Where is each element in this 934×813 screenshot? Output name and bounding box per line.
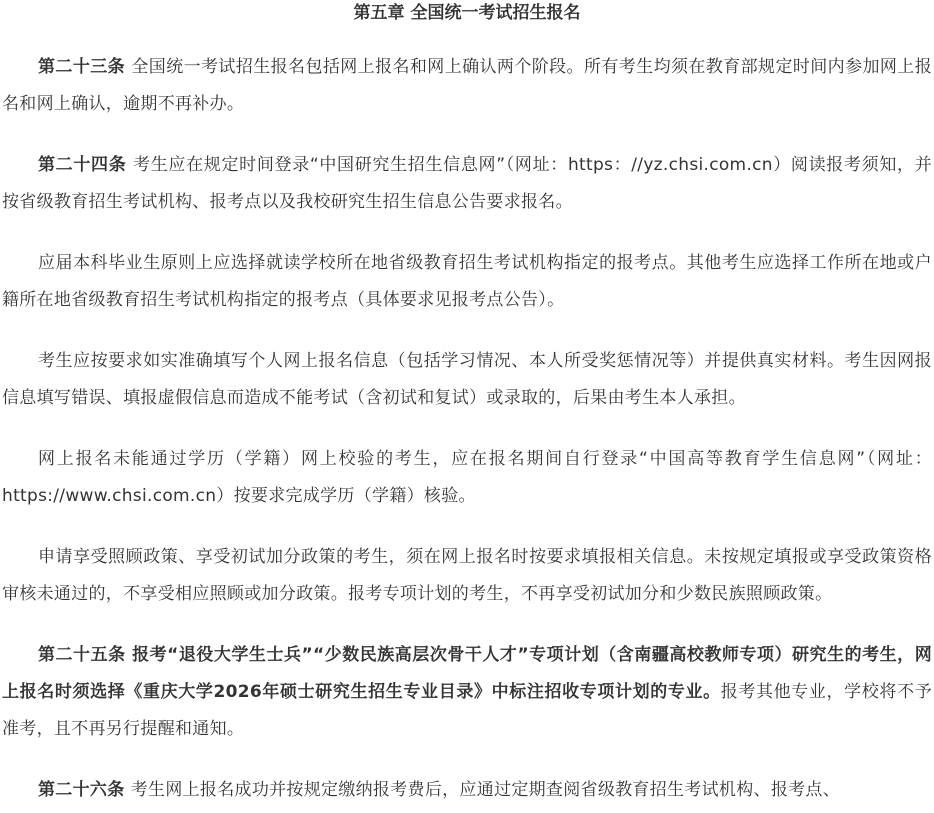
preferential-policy-text: 申请享受照顾政策、享受初试加分政策的考生，须在网上报名时按要求填报相关信息。未按规定填报或享受政策资格审核未通过的，不享受相应照顾或加分政策。报考专项计划的考生，不再享受初试加分和少数民族照顾政策。 — [2, 547, 932, 604]
registration-info-text: 考生应按要求如实准确填写个人网上报名信息（包括学习情况、本人所受奖惩情况等）并提供真实材料。考生因网报信息填写错误、填报虚假信息而造成不能考试（含初试和复试）或录取的，后果由考生本人承担。 — [2, 351, 932, 408]
article-24-paragraph — [2, 147, 932, 221]
article-26-text: 考生网上报名成功并按规定缴纳报考费后，应通过定期查阅省级教育招生考试机构、报考点、 — [130, 780, 841, 800]
article-24-heading: 第二十四条 — [38, 155, 134, 175]
article-26-paragraph — [2, 772, 932, 809]
article-25-heading: 第二十五条 报考“退役大学生士兵”“少数民族高层次骨干人才”专项计划（含南疆高校教师专项）研究生的考生，网上报名时须选择《重庆大学2026年硕士研究生招生专业目录》中标注招收专项计划的专业。 — [2, 645, 932, 702]
article-26-heading: 第二十六条 — [38, 780, 131, 800]
article-23-paragraph — [2, 49, 932, 123]
preferential-policy-paragraph — [2, 539, 932, 613]
article-23-heading: 第二十三条 — [38, 57, 132, 77]
exam-site-paragraph — [2, 245, 932, 319]
chapter-title: 第五章 全国统一考试招生报名 — [353, 3, 581, 23]
registration-info-paragraph — [2, 343, 932, 417]
article-24-text: 考生应在规定时间登录“中国研究生招生信息网”（网址：https：//yz.chsi.com.cn）阅读报考须知，并按省级教育招生考试机构、报考点以及我校研究生招生信息公告要求报名。 — [2, 155, 933, 212]
article-25-paragraph — [2, 637, 932, 748]
article-23-text: 全国统一考试招生报名包括网上报名和网上确认两个阶段。所有考生均须在教育部规定时间内参加网上报名和网上确认，逾期不再补办。 — [2, 57, 932, 114]
degree-verification-text: 网上报名未能通过学历（学籍）网上校验的考生，应在报名期间自行登录“中国高等教育学生信息网”（网址：https://www.chsi.com.cn）按要求完成学历（学籍）核验。 — [2, 449, 932, 506]
exam-site-text: 应届本科毕业生原则上应选择就读学校所在地省级教育招生考试机构指定的报考点。其他考生应选择工作所在地或户籍所在地省级教育招生考试机构指定的报考点（具体要求见报考点公告）。 — [2, 253, 932, 310]
degree-verification-paragraph — [2, 441, 932, 515]
article-25-text: 报考其他专业，学校将不予准考，且不再另行提醒和通知。 — [2, 682, 932, 739]
